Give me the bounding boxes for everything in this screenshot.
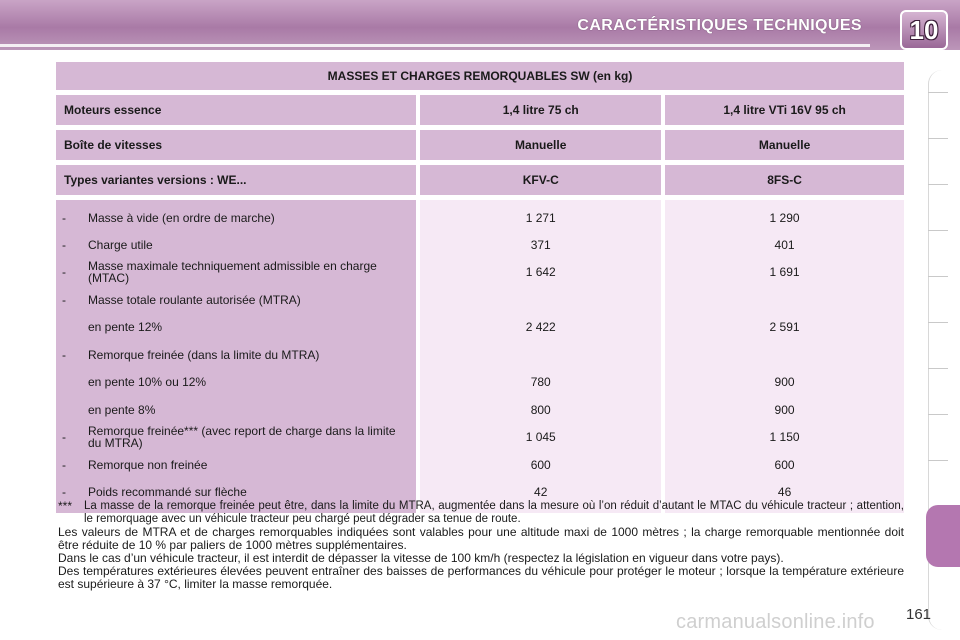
- table-title: MASSES ET CHARGES REMORQUABLES SW (en kg): [56, 62, 904, 90]
- row-label: Masse maximale techniquement admissible en charge (MTAC): [88, 259, 377, 285]
- row-label: en pente 12%: [88, 320, 163, 334]
- value-column-75ch: [420, 200, 661, 513]
- table-cell: 1 045: [525, 430, 556, 444]
- row-dash: -: [62, 265, 66, 279]
- row-dash: -: [62, 292, 66, 307]
- row-dash: -: [62, 430, 66, 444]
- note-paragraph: Des températures extérieures élevées peuvent entraîner des baisses de performances du véhicule pour protéger le moteur ; lorsque la température extérieure est supérieure à 37 °C, limiter la masse remorquée.: [58, 564, 904, 591]
- table-cell: 2 422: [525, 320, 556, 334]
- watermark: carmanualsonline.info: [676, 611, 875, 633]
- table-row-label: [56, 313, 416, 341]
- label-column: [56, 200, 416, 513]
- row-label: Masse totale roulante autorisée (MTRA): [88, 292, 301, 307]
- page-title: CARACTÉRISTIQUES TECHNIQUES: [577, 17, 862, 34]
- side-tab-divider: [928, 184, 948, 185]
- table-row-label: [56, 451, 416, 478]
- table-cell: 900: [774, 402, 795, 417]
- table-cell: [420, 341, 661, 368]
- table-header-row: [56, 130, 904, 160]
- table-body: [56, 200, 904, 513]
- table-cell: 401: [774, 237, 795, 252]
- table-cell: 1 271: [525, 210, 556, 225]
- footnote-marker: ***: [58, 499, 73, 513]
- table-cell: [420, 286, 661, 313]
- table-cell: 1 150: [769, 430, 800, 444]
- row-label: Masse à vide (en ordre de marche): [88, 210, 275, 225]
- table-cell: 800: [530, 402, 551, 417]
- side-tab-divider: [928, 138, 948, 139]
- row-dash: -: [62, 457, 66, 472]
- side-tab-divider: [928, 322, 948, 323]
- table-row-label: [56, 423, 416, 451]
- side-tab-divider: [928, 230, 948, 231]
- row-label: Remorque freinée (dans la limite du MTRA): [88, 347, 320, 362]
- row-label: Poids recommandé sur flèche: [88, 484, 247, 499]
- header-value: Manuelle: [420, 130, 661, 160]
- row-label: Remorque freinée*** (avec report de charge dans la limite du MTRA): [88, 424, 396, 450]
- row-label: en pente 8%: [88, 402, 156, 417]
- table-cell: 1 642: [525, 265, 556, 279]
- table-header-row: [56, 95, 904, 125]
- header-divider: [0, 44, 870, 47]
- side-tab-divider: [928, 460, 948, 461]
- chapter-badge: 10: [900, 10, 948, 50]
- note-paragraph: Les valeurs de MTRA et de charges remorquables indiquées sont valables pour une altitude maxi de 1000 mètres ; la charge remorquable mentionnée doit être réduite de 10 % par paliers de 1000 mètres supplémentaires.: [58, 525, 904, 552]
- side-tab-divider: [928, 414, 948, 415]
- table-header-row: [56, 165, 904, 195]
- page-number: 161: [906, 606, 932, 623]
- header-value: KFV-C: [420, 165, 661, 195]
- row-label: Charge utile: [88, 237, 153, 252]
- table-cell: 600: [774, 457, 795, 472]
- table-cell: 46: [777, 484, 792, 499]
- header-label: Boîte de vitesses: [56, 130, 416, 160]
- note-paragraph: Dans le cas d’un véhicule tracteur, il est interdit de dépasser la vitesse de 100 km/h (respectez la législation en vigueur dans votre pays).: [58, 551, 784, 565]
- table-cell: [665, 341, 904, 368]
- towing-masses-table: [56, 62, 904, 513]
- table-cell: 371: [530, 237, 551, 252]
- side-tab-divider: [928, 276, 948, 277]
- row-dash: -: [62, 210, 66, 225]
- chapter-tab-active[interactable]: [926, 505, 960, 567]
- table-cell: 1 691: [769, 265, 800, 279]
- row-dash: -: [62, 484, 66, 499]
- side-tab-divider: [928, 92, 948, 93]
- table-row-label: [56, 258, 416, 286]
- header-value: 1,4 litre VTi 16V 95 ch: [665, 95, 904, 125]
- notes-block: [58, 500, 904, 591]
- row-dash: -: [62, 237, 66, 252]
- header-label: Moteurs essence: [56, 95, 416, 125]
- header-value: Manuelle: [665, 130, 904, 160]
- table-cell: 900: [774, 375, 795, 389]
- table-row-label: [56, 204, 416, 231]
- table-row-label: [56, 286, 416, 313]
- footnote: [58, 500, 904, 526]
- table-cell: 600: [530, 457, 551, 472]
- row-dash: -: [62, 347, 66, 362]
- table-row-label: [56, 341, 416, 368]
- table-cell: 1 290: [769, 210, 800, 225]
- table-row-label: [56, 396, 416, 423]
- table-cell: 2 591: [769, 320, 800, 334]
- header-value: 8FS-C: [665, 165, 904, 195]
- row-label: Remorque non freinée: [88, 457, 208, 472]
- side-tab-divider: [928, 368, 948, 369]
- table-cell: 780: [530, 375, 551, 389]
- row-label: en pente 10% ou 12%: [88, 375, 207, 389]
- header-label: Types variantes versions : WE...: [56, 165, 416, 195]
- table-cell: [665, 286, 904, 313]
- table-row-label: [56, 231, 416, 258]
- table-row-label: [56, 368, 416, 396]
- table-cell: 42: [534, 484, 548, 499]
- header-value: 1,4 litre 75 ch: [420, 95, 661, 125]
- value-column-95ch: [665, 200, 904, 513]
- footnote-text: La masse de la remorque freinée peut être, dans la limite du MTRA, augmentée dans la mesure où l’on réduit d’autant le MTAC du véhicule tracteur ; attention, le remorquage avec un véhicule tracteur peu chargé peut dégrader sa tenue de route.: [84, 500, 904, 525]
